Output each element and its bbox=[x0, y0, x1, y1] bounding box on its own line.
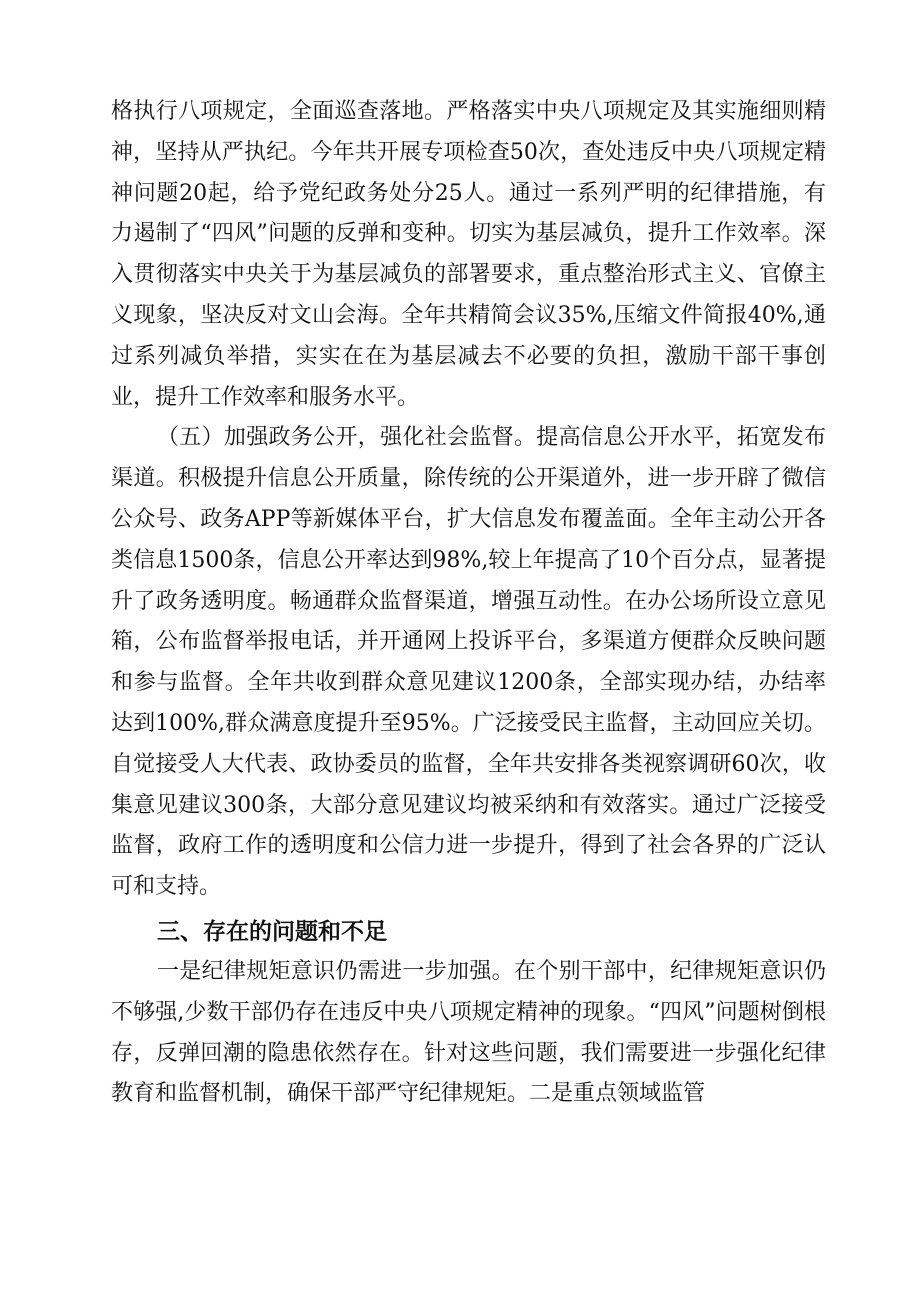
paragraph-problems: 一是纪律规矩意识仍需进一步加强。在个别干部中，纪律规矩意识仍不够强,少数干部仍存在违反中央八项规定精神的现象。“四风”问题树倒根存，反弹回潮的隐患依然存在。针对这些问题，我们需要进一步强化纪律教育和监督机制，确保干部严守纪律规矩。二是重点领域监管 bbox=[111, 958, 826, 1107]
paragraph-section-five: （五）加强政务公开，强化社会监督。提高信息公开水平，拓宽发布渠道。积极提升信息公开质量，除传统的公开渠道外，进一步开辟了微信公众号、政务APP等新媒体平台，扩大信息发布覆盖面。全年主动公开各类信息1500条，信息公开率达到98%,较上年提高了10个百分点，显著提升了政务透明度。畅通群众监督渠道，增强互动性。在办公场所设立意见箱，公布监督举报电话，并开通网上投诉平台，多渠道方便群众反映问题和参与监督。全年共收到群众意见建议1200条，全部实现办结，办结率达到100%,群众满意度提升至95%。广泛接受民主监督，主动回应关切。自觉接受人大代表、政协委员的监督，全年共安排各类视察调研60次，收集意见建议300条，大部分意见建议均被采纳和有效落实。通过广泛接受监督，政府工作的透明度和公信力进一步提升，得到了社会各界的广泛认可和支持。 bbox=[111, 425, 826, 900]
document-body bbox=[111, 92, 826, 1115]
section-heading: 三、存在的问题和不足 bbox=[157, 918, 387, 945]
paragraph-continuation: 格执行八项规定，全面巡查落地。严格落实中央八项规定及其实施细则精神，坚持从严执纪。今年共开展专项检查50次，查处违反中央八项规定精神问题20起，给予党纪政务处分25人。通过一系列严明的纪律措施，有力遏制了“四风”问题的反弹和变种。切实为基层减负，提升工作效率。深入贯彻落实中央关于为基层减负的部署要求，重点整治形式主义、官僚主义现象，坚决反对文山会海。全年共精简会议35%,压缩文件简报40%,通过系列减负举措，实实在在为基层减去不必要的负担，激励干部干事创业，提升工作效率和服务水平。 bbox=[111, 99, 826, 410]
